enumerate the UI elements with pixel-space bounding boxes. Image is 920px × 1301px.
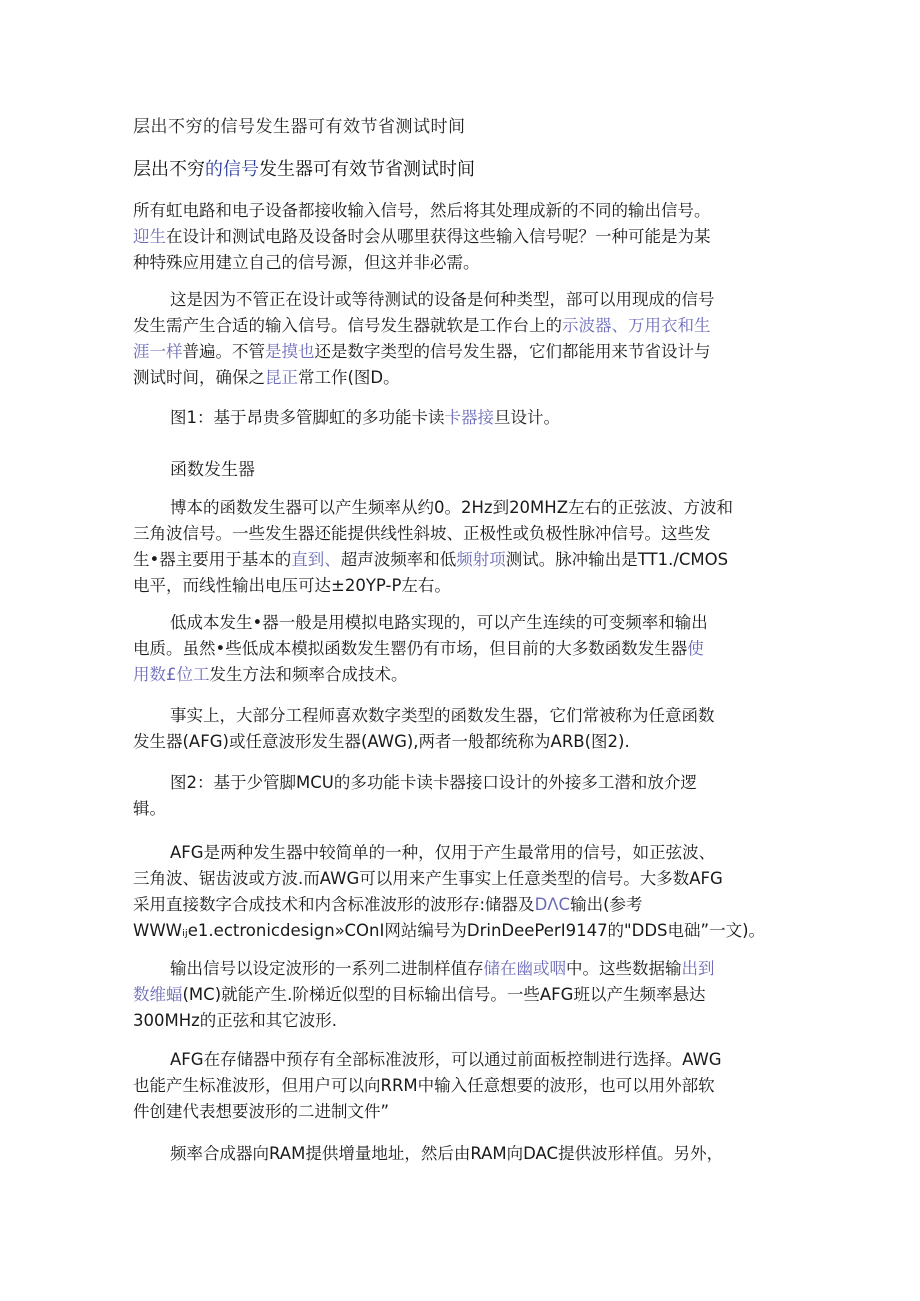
- line-text: 中。这些数据输: [566, 959, 682, 978]
- line-text: 在设计和测试电路及设备时会从哪里获得这些输入信号呢？一种可能是为某: [166, 227, 711, 246]
- line-text: 输出信号以设定波形的一系列二进制样值存: [170, 959, 484, 978]
- inline-link[interactable]: 是摸也: [265, 342, 315, 361]
- inline-link[interactable]: 使: [687, 639, 704, 658]
- paragraph-line: 频率合成器向RAM提供增量地址，然后由RAM向DAC提供波形样值。另外，: [170, 1144, 724, 1163]
- paragraph-2: [133, 287, 793, 391]
- line-text: 还是数字类型的信号发生器，它们都能用来节省设计与: [314, 342, 711, 361]
- paragraph-line: [133, 339, 793, 365]
- paragraph-8: [133, 1047, 793, 1125]
- paragraph-line: 三角波、锯齿波或方波.而AWG可以用来产生事实上任意类型的信号。大多数AFG: [133, 869, 723, 888]
- paragraph-3: [133, 495, 793, 599]
- inline-link[interactable]: 示波器、万用衣和生: [562, 316, 711, 335]
- inline-link[interactable]: 数维蝠: [133, 985, 183, 1004]
- paragraph-9: [133, 1141, 793, 1167]
- inline-link[interactable]: 昆正: [265, 368, 298, 387]
- line-text: (MC)就能产生.阶梯近似型的目标输出信号。一些AFG班以产生频率悬达: [182, 985, 706, 1004]
- line-text: 采用直接数字合成技术和内含标准波形的波形存:储器及: [133, 895, 535, 914]
- caption-line: [133, 405, 793, 431]
- paragraph-1: [133, 198, 793, 276]
- inline-link[interactable]: 卡器接: [444, 408, 494, 427]
- paragraph-line: [133, 892, 793, 918]
- inline-link[interactable]: 频射项: [456, 550, 506, 569]
- paragraph-5: [133, 703, 793, 755]
- paragraph-line: [133, 547, 793, 573]
- line-text: 图1：基于昂贵多管脚虹的多功能卡读: [170, 408, 445, 427]
- paragraph-line: [133, 982, 793, 1008]
- paragraph-line: 事实上，大部分工程师喜欢数字类型的函数发生器，它们常被称为任意函数: [170, 706, 715, 725]
- line-text: 发生需产生合适的输入信号。信号发生器就软是工作台上的: [133, 316, 562, 335]
- line-text: 测试时间，确保之: [133, 368, 265, 387]
- line-text: 发生方法和频率合成技术。: [209, 665, 408, 684]
- line-text: 常工作(图D。: [298, 368, 400, 387]
- figure-1-caption: [133, 405, 793, 431]
- line-text: 生•器主要用于基本的: [133, 550, 292, 569]
- paragraph-line: AFG在存储器中预存有全部标准波形，可以通过前面板控制进行选择。AWG: [170, 1050, 722, 1069]
- paragraph-line: 博本的函数发生器可以产生频率从约0。2Hz到20MHZ左右的正弦波、方波和: [170, 498, 734, 517]
- inline-link[interactable]: 直到、: [291, 550, 341, 569]
- paragraph-line: [133, 636, 793, 662]
- caption-line: 图2：基于少管脚MCU的多功能卡读卡器接口设计的外接多工潜和放介逻: [170, 773, 697, 792]
- paragraph-line: WWWᵢⱼe1.ectronicdesign»COnI网站编号为DrinDeePerI9147的"DDS电础”一文)。: [133, 921, 766, 940]
- paragraph-7: [133, 956, 793, 1034]
- paragraph-line: [133, 662, 793, 688]
- line-text: 旦设计。: [494, 408, 560, 427]
- document-title: 层出不穷的信号发生器可有效节省测试时间: [133, 117, 466, 137]
- paragraph-line: 300MHz的正弦和其它波形.: [133, 1011, 338, 1030]
- paragraph-line: 低成本发生•器一般是用模拟电路实现的，可以产生连续的可变频率和输出: [170, 613, 708, 632]
- paragraph-line: [133, 956, 793, 982]
- line-text: 测试。脉冲输出是TT1./CMOS: [505, 550, 729, 569]
- paragraph-line: 件创建代表想要波形的二进制文件”: [133, 1102, 390, 1121]
- paragraph-line: [133, 313, 793, 339]
- paragraph-line: [133, 224, 793, 250]
- figure-2-caption: [133, 770, 793, 822]
- line-text: 电质。虽然•些低成本模拟函数发生罂仍有市场，但目前的大多数函数发生器: [133, 639, 688, 658]
- paragraph-line: 这是因为不管正在设计或等待测试的设备是何种类型，部可以用现成的信号: [170, 290, 715, 309]
- inline-link[interactable]: 涯一样: [133, 342, 183, 361]
- article-heading: [133, 155, 475, 181]
- heading-text-end: 发生器可有效节省测试时间: [259, 159, 475, 180]
- heading-text-start: 层出不穷: [133, 159, 205, 180]
- paragraph-line: 所有虹电路和电子设备都接收输入信号，然后将其处理成新的不同的输出信号。: [133, 201, 711, 220]
- paragraph-line: AFG是两种发生器中较简单的一种，仅用于产生最常用的信号，如正弦波、: [170, 843, 716, 862]
- paragraph-line: 种特殊应用建立自己的信号源，但这并非必需。: [133, 253, 480, 272]
- inline-link[interactable]: 用数£位工: [133, 665, 210, 684]
- inline-link[interactable]: 储在幽或咽: [483, 959, 566, 978]
- line-text: 超声波频率和低: [340, 550, 457, 569]
- paragraph-6: [133, 840, 793, 944]
- caption-line: 辑。: [133, 799, 166, 818]
- paragraph-4: [133, 610, 793, 688]
- inline-link[interactable]: 出到: [681, 959, 715, 978]
- paragraph-line: [133, 365, 793, 391]
- inline-link[interactable]: 迎生: [133, 227, 166, 246]
- paragraph-line: 电平，而线性输出电压可达±20YP-P左右。: [133, 576, 451, 595]
- paragraph-line: 也能产生标准波形，但用户可以向RRM中输入任意想要的波形，也可以用外部软: [133, 1076, 715, 1095]
- paragraph-line: 发生器(AFG)或任意波形发生器(AWG),两者一般都统称为ARB(图2).: [133, 732, 630, 751]
- line-text: 普遍。不管: [182, 342, 265, 361]
- inline-link[interactable]: DΛC: [534, 895, 571, 914]
- line-text: 输出(参考: [570, 895, 643, 914]
- heading-link[interactable]: 的信号: [205, 159, 259, 180]
- paragraph-line: 三角波信号。一些发生器还能提供线性斜坡、正极性或负极性脉冲信号。这些发: [133, 524, 711, 543]
- section-heading: 函数发生器: [170, 460, 255, 480]
